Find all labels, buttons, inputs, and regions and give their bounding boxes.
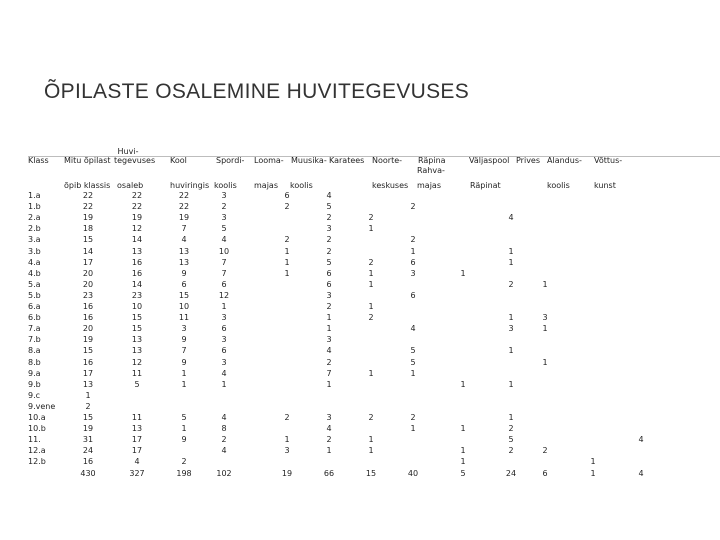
- cell-noortekeskus: 4: [410, 324, 416, 334]
- cell-valjaspool-rapinat: 1: [508, 246, 514, 256]
- header-osaleb: osaleb: [117, 181, 144, 190]
- header-kool: Kool: [170, 156, 187, 165]
- cell-spordikool: 3: [221, 335, 227, 345]
- cell-spordikool: 6: [221, 279, 227, 289]
- cell-spordikool: 1: [221, 379, 227, 389]
- cell-kool: 4: [181, 235, 187, 245]
- cell-muusikakool: 3: [326, 224, 332, 234]
- cell-karatees: 2: [368, 313, 374, 323]
- page-title: ÕPILASTE OSALEMINE HUVITEGEVUSES: [44, 80, 470, 103]
- cell-muusikakool: 1: [326, 313, 332, 323]
- cell-klass: 4.b: [28, 268, 41, 278]
- cell-kool: 11: [178, 313, 190, 323]
- cell-spordikool: 2: [221, 435, 227, 445]
- cell-klass: 9.c: [28, 390, 41, 400]
- cell-noortekeskus: 40: [407, 468, 419, 478]
- cell-mitu-opilast: 1: [85, 390, 91, 400]
- cell-mitu-opilast: 23: [82, 290, 94, 300]
- cell-karatees: 1: [368, 268, 374, 278]
- cell-klass: 6.b: [28, 313, 41, 323]
- header-majas-2: majas: [417, 181, 441, 190]
- cell-noortekeskus: 2: [410, 413, 416, 422]
- cell-loomamaja: 1: [284, 268, 290, 278]
- cell-spordikool: 4: [221, 413, 227, 422]
- cell-muusikakool: 2: [326, 435, 332, 445]
- cell-noortekeskus: 2: [410, 202, 416, 212]
- cell-noortekeskus: 6: [410, 290, 416, 300]
- cell-huvitegevuses: 4: [134, 457, 140, 467]
- cell-muusikakool: 3: [326, 290, 332, 300]
- cell-kool: 19: [178, 213, 190, 223]
- cell-spordikool: 3: [221, 191, 227, 200]
- cell-valjaspool-rapinat: 24: [505, 468, 517, 478]
- cell-huvitegevuses: 13: [131, 246, 143, 256]
- cell-muusikakool: 5: [326, 202, 332, 212]
- cell-valjaspool-rapinat: 2: [508, 446, 514, 456]
- cell-loomamaja: 1: [284, 246, 290, 256]
- cell-huvitegevuses: 10: [131, 302, 143, 311]
- cell-klass: 12.a: [28, 446, 46, 456]
- cell-huvitegevuses: 17: [131, 446, 143, 456]
- cell-mitu-opilast: 16: [82, 457, 94, 467]
- cell-huvitegevuses: 11: [131, 368, 143, 378]
- cell-spordikool: 2: [221, 202, 227, 212]
- cell-kool: 15: [178, 290, 190, 300]
- header-koolis-3: koolis: [547, 181, 570, 190]
- cell-kool: 3: [181, 324, 187, 334]
- cell-klass: 7.b: [28, 335, 41, 345]
- cell-klass: 9.a: [28, 368, 41, 378]
- header-klass: Klass: [28, 156, 49, 165]
- cell-kool: 9: [181, 268, 187, 278]
- header-alandus: Alandus-: [547, 156, 582, 165]
- cell-spordikool: 102: [216, 468, 232, 478]
- cell-mitu-opilast: 19: [82, 213, 94, 223]
- cell-valjaspool-rapinat: 3: [508, 324, 514, 334]
- cell-huvitegevuses: 14: [131, 279, 143, 289]
- cell-klass: 6.a: [28, 302, 41, 311]
- cell-spordikool: 7: [221, 257, 227, 267]
- cell-loomamaja: 3: [284, 446, 290, 456]
- cell-klass: 3.a: [28, 235, 41, 245]
- cell-muusikakool: 4: [326, 424, 332, 434]
- header-tegevuses: tegevuses: [114, 156, 156, 165]
- cell-spordikool: 4: [221, 235, 227, 245]
- cell-karatees: 1: [368, 279, 374, 289]
- cell-valjaspool-rapinat: 2: [508, 279, 514, 289]
- header-valjaspool: Väljaspool: [469, 156, 510, 165]
- cell-valjaspool-rapinat: 1: [508, 313, 514, 323]
- cell-karatees: 1: [368, 435, 374, 445]
- cell-muusikakool: 3: [326, 413, 332, 422]
- cell-muusikakool: 6: [326, 268, 332, 278]
- cell-karatees: 2: [368, 413, 374, 422]
- cell-mitu-opilast: 15: [82, 413, 94, 422]
- cell-muusikakool: 2: [326, 357, 332, 367]
- cell-karatees: 2: [368, 257, 374, 267]
- cell-rapina-rahvamaja: 1: [460, 424, 466, 434]
- cell-karatees: 2: [368, 213, 374, 223]
- cell-kool: 22: [178, 191, 190, 200]
- cell-muusikakool: 6: [326, 279, 332, 289]
- cell-noortekeskus: 6: [410, 257, 416, 267]
- cell-spordikool: 12: [218, 290, 230, 300]
- cell-klass: 7.a: [28, 324, 41, 334]
- cell-valjaspool-rapinat: 4: [508, 213, 514, 223]
- cell-prives: 3: [542, 313, 548, 323]
- cell-rapina-rahvamaja: 1: [460, 268, 466, 278]
- cell-muusikakool: 1: [326, 324, 332, 334]
- cell-muusikakool: 4: [326, 346, 332, 356]
- header-muusika: Muusika-: [291, 156, 327, 165]
- cell-mitu-opilast: 20: [82, 324, 94, 334]
- cell-mitu-opilast: 18: [82, 224, 94, 234]
- cell-valjaspool-rapinat: 2: [508, 424, 514, 434]
- cell-huvitegevuses: 12: [131, 224, 143, 234]
- cell-spordikool: 6: [221, 346, 227, 356]
- header-koolis-2: koolis: [290, 181, 313, 190]
- cell-huvitegevuses: 22: [131, 202, 143, 212]
- cell-huvitegevuses: 14: [131, 235, 143, 245]
- cell-mitu-opilast: 15: [82, 346, 94, 356]
- cell-klass: 12.b: [28, 457, 46, 467]
- cell-klass: 10.a: [28, 413, 46, 422]
- cell-spordikool: 8: [221, 424, 227, 434]
- cell-spordikool: 10: [218, 246, 230, 256]
- header-mitu-opilast: Mitu õpilast: [64, 156, 111, 165]
- cell-muusikakool: 1: [326, 379, 332, 389]
- cell-valjaspool-rapinat: 5: [508, 435, 514, 445]
- cell-klass: 10.b: [28, 424, 46, 434]
- cell-huvitegevuses: 13: [131, 346, 143, 356]
- cell-mitu-opilast: 17: [82, 368, 94, 378]
- cell-mitu-opilast: 13: [82, 379, 94, 389]
- cell-kool: 5: [181, 413, 187, 422]
- cell-kool: 6: [181, 279, 187, 289]
- cell-loomamaja: 6: [284, 191, 290, 200]
- cell-mitu-opilast: 430: [80, 468, 96, 478]
- cell-mitu-opilast: 17: [82, 257, 94, 267]
- cell-noortekeskus: 1: [410, 368, 416, 378]
- cell-noortekeskus: 1: [410, 246, 416, 256]
- cell-klass: 1.a: [28, 191, 41, 200]
- cell-vottuskunst: 4: [638, 435, 644, 445]
- cell-klass: 9.vene: [28, 401, 56, 411]
- cell-muusikakool: 2: [326, 246, 332, 256]
- cell-noortekeskus: 1: [410, 424, 416, 434]
- cell-spordikool: 3: [221, 357, 227, 367]
- cell-rapina-rahvamaja: 1: [460, 379, 466, 389]
- cell-loomamaja: 2: [284, 235, 290, 245]
- cell-klass: 8.b: [28, 357, 41, 367]
- cell-huvitegevuses: 16: [131, 268, 143, 278]
- cell-prives: 6: [542, 468, 548, 478]
- cell-loomamaja: 2: [284, 202, 290, 212]
- cell-kool: 1: [181, 379, 187, 389]
- cell-mitu-opilast: 14: [82, 246, 94, 256]
- cell-klass: 8.a: [28, 346, 41, 356]
- cell-spordikool: 4: [221, 368, 227, 378]
- cell-kool: 1: [181, 424, 187, 434]
- cell-huvitegevuses: 17: [131, 435, 143, 445]
- cell-kool: 2: [181, 457, 187, 467]
- cell-klass: 3.b: [28, 246, 41, 256]
- cell-mitu-opilast: 19: [82, 335, 94, 345]
- cell-kool: 9: [181, 435, 187, 445]
- cell-kool: 13: [178, 246, 190, 256]
- cell-klass: 4.a: [28, 257, 41, 267]
- cell-muusikakool: 2: [326, 213, 332, 223]
- cell-prives: 1: [542, 357, 548, 367]
- cell-muusikakool: 5: [326, 257, 332, 267]
- cell-mitu-opilast: 16: [82, 302, 94, 311]
- header-majas-1: majas: [254, 181, 278, 190]
- cell-muusikakool: 2: [326, 302, 332, 311]
- cell-mitu-opilast: 24: [82, 446, 94, 456]
- cell-muusikakool: 1: [326, 446, 332, 456]
- header-vottus: Võttus-: [594, 156, 623, 165]
- cell-karatees: 15: [365, 468, 377, 478]
- cell-loomamaja: 2: [284, 413, 290, 422]
- cell-mitu-opilast: 20: [82, 268, 94, 278]
- cell-kool: 198: [176, 468, 192, 478]
- cell-spordikool: 5: [221, 224, 227, 234]
- cell-loomamaja: 19: [281, 468, 293, 478]
- cell-kool: 7: [181, 346, 187, 356]
- header-huviringis: huviringis: [170, 181, 210, 190]
- cell-kool: 9: [181, 335, 187, 345]
- cell-klass: 11.: [28, 435, 41, 445]
- cell-muusikakool: 4: [326, 191, 332, 200]
- cell-valjaspool-rapinat: 1: [508, 379, 514, 389]
- cell-noortekeskus: 3: [410, 268, 416, 278]
- header-spordi: Spordi-: [216, 156, 245, 165]
- cell-spordikool: 4: [221, 446, 227, 456]
- header-kunst: kunst: [594, 181, 616, 190]
- cell-prives: 2: [542, 446, 548, 456]
- cell-mitu-opilast: 16: [82, 313, 94, 323]
- cell-muusikakool: 3: [326, 335, 332, 345]
- cell-vottuskunst: 4: [638, 468, 644, 478]
- cell-klass: 9.b: [28, 379, 41, 389]
- header-keskuses: keskuses: [372, 181, 409, 190]
- cell-kool: 1: [181, 368, 187, 378]
- cell-rapina-rahvamaja: 1: [460, 446, 466, 456]
- cell-huvitegevuses: 15: [131, 324, 143, 334]
- cell-kool: 9: [181, 357, 187, 367]
- cell-huvitegevuses: 327: [129, 468, 145, 478]
- cell-spordikool: 7: [221, 268, 227, 278]
- cell-spordikool: 3: [221, 213, 227, 223]
- cell-huvitegevuses: 12: [131, 357, 143, 367]
- header-rapinat: Räpinat: [470, 181, 501, 190]
- cell-karatees: 1: [368, 302, 374, 311]
- header-opib-klassis: õpib klassis: [64, 181, 111, 190]
- header-huvi: Huvi-: [117, 147, 139, 156]
- cell-huvitegevuses: 19: [131, 213, 143, 223]
- cell-valjaspool-rapinat: 1: [508, 257, 514, 267]
- cell-rapina-rahvamaja: 5: [460, 468, 466, 478]
- cell-huvitegevuses: 11: [131, 413, 143, 422]
- cell-loomamaja: 1: [284, 435, 290, 445]
- cell-valjaspool-rapinat: 1: [508, 346, 514, 356]
- cell-kool: 7: [181, 224, 187, 234]
- cell-kool: 13: [178, 257, 190, 267]
- cell-loomamaja: 1: [284, 257, 290, 267]
- cell-noortekeskus: 5: [410, 346, 416, 356]
- cell-mitu-opilast: 20: [82, 279, 94, 289]
- cell-klass: 2.a: [28, 213, 41, 223]
- cell-spordikool: 6: [221, 324, 227, 334]
- cell-huvitegevuses: 15: [131, 313, 143, 323]
- cell-valjaspool-rapinat: 1: [508, 413, 514, 422]
- cell-alanduskool: 1: [590, 468, 596, 478]
- header-karatees: Karatees: [329, 156, 365, 165]
- cell-prives: 1: [542, 324, 548, 334]
- cell-klass: 2.b: [28, 224, 41, 234]
- cell-huvitegevuses: 16: [131, 257, 143, 267]
- cell-rapina-rahvamaja: 1: [460, 457, 466, 467]
- cell-mitu-opilast: 22: [82, 191, 94, 200]
- cell-spordikool: 1: [221, 302, 227, 311]
- cell-karatees: 1: [368, 446, 374, 456]
- cell-kool: 10: [178, 302, 190, 311]
- cell-huvitegevuses: 13: [131, 335, 143, 345]
- cell-mitu-opilast: 15: [82, 235, 94, 245]
- header-koolis-1: koolis: [214, 181, 237, 190]
- cell-noortekeskus: 5: [410, 357, 416, 367]
- cell-mitu-opilast: 19: [82, 424, 94, 434]
- cell-klass: 1.b: [28, 202, 41, 212]
- cell-mitu-opilast: 22: [82, 202, 94, 212]
- cell-spordikool: 3: [221, 313, 227, 323]
- cell-muusikakool: 66: [323, 468, 335, 478]
- cell-huvitegevuses: 22: [131, 191, 143, 200]
- cell-mitu-opilast: 31: [82, 435, 94, 445]
- cell-huvitegevuses: 23: [131, 290, 143, 300]
- cell-karatees: 1: [368, 224, 374, 234]
- cell-noortekeskus: 2: [410, 235, 416, 245]
- cell-klass: 5.b: [28, 290, 41, 300]
- cell-prives: 1: [542, 279, 548, 289]
- cell-muusikakool: 2: [326, 235, 332, 245]
- cell-huvitegevuses: 5: [134, 379, 140, 389]
- cell-huvitegevuses: 13: [131, 424, 143, 434]
- header-rahva: Rahva-: [417, 166, 445, 175]
- header-noorte: Noorte-: [372, 156, 403, 165]
- cell-mitu-opilast: 2: [85, 401, 91, 411]
- cell-karatees: 1: [368, 368, 374, 378]
- cell-muusikakool: 7: [326, 368, 332, 378]
- cell-klass: 5.a: [28, 279, 41, 289]
- header-rapina: Räpina: [418, 156, 446, 165]
- cell-kool: 22: [178, 202, 190, 212]
- header-looma: Looma-: [254, 156, 284, 165]
- cell-alanduskool: 1: [590, 457, 596, 467]
- header-prives: Prives: [516, 156, 541, 165]
- cell-mitu-opilast: 16: [82, 357, 94, 367]
